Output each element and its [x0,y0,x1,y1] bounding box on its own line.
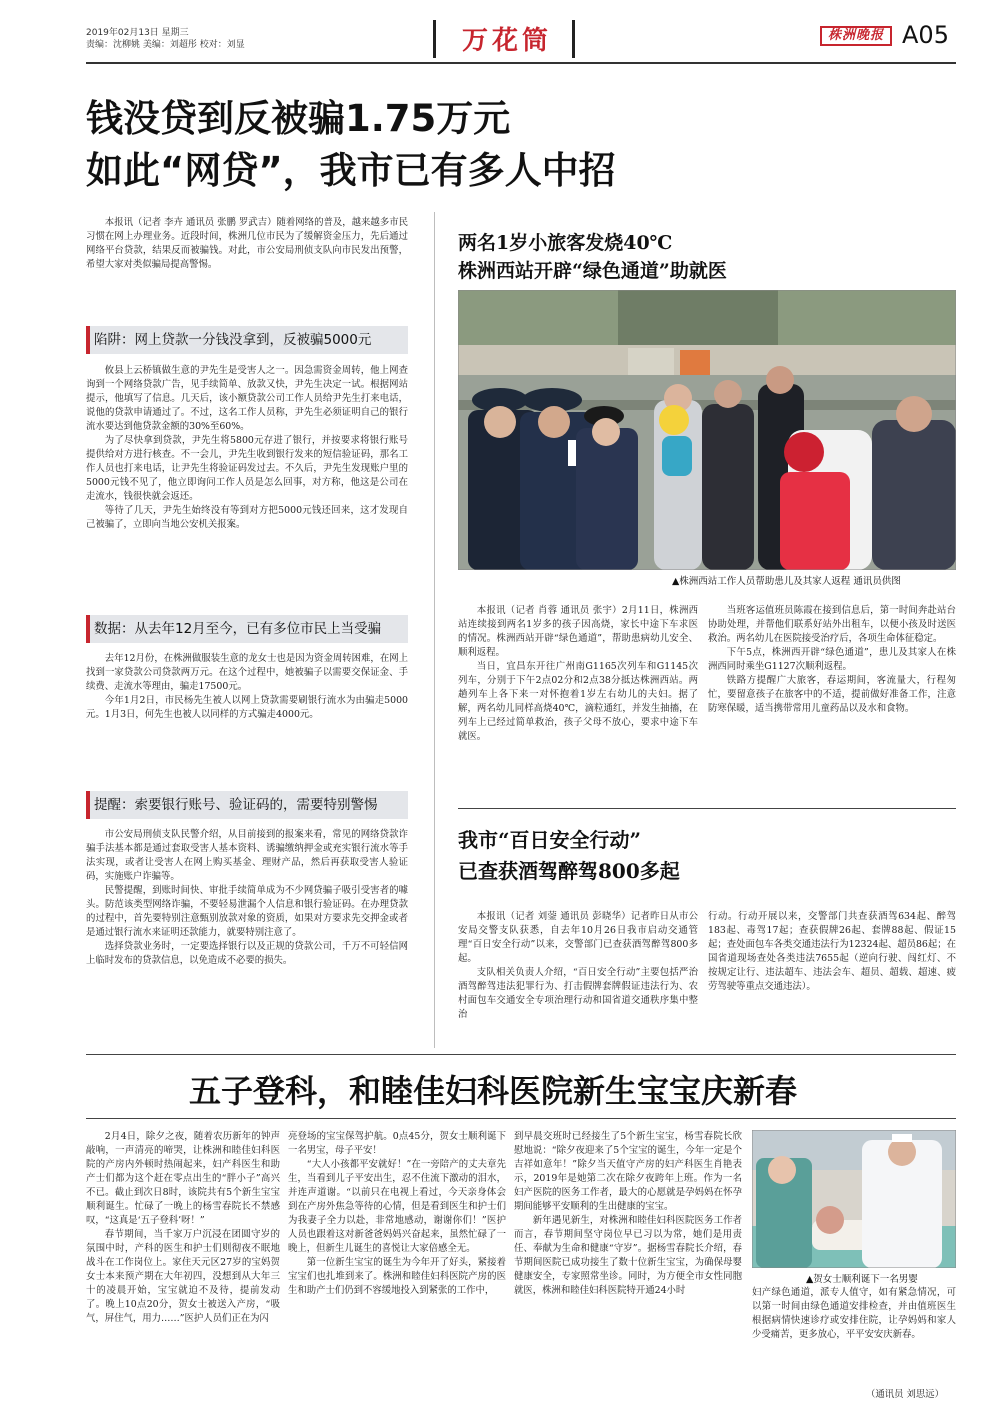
paragraph: 2月4日，除夕之夜，随着农历新年的钟声敲响，一声清亮的啼哭，让株洲和睦佳妇科医院的产房内外顿时热闹起来，妇产科医生和助产士们都为这个赶在零点出生的“胖小子”高兴不已。截止到次日8时，该院共有5个新生宝宝顺利诞生。忙碌了一晚上的杨雪春院长不禁感叹，“这真是‘五子登科’呀！” [86,1131,280,1226]
paragraph: 市公安局刑侦支队民警介绍，从目前接到的报案来看，常见的网络贷款诈骗手法基本都是通过套取受害人基本资料、诱骗缴纳押金或充实银行流水等手法实现，或者让受害人在网上购买基金、理财产品，然后再获取受害人验证码，实施账户诈骗等。 [86,829,408,882]
newspaper-logo: 株洲晚报 [820,26,892,46]
hospital-headline: 五子登科，和睦佳妇科医院新生宝宝庆新春 [188,1072,797,1110]
station-col-1 [458,604,698,744]
hospital-photo-caption: ▲贺女士顺利诞下一名男婴 [806,1274,918,1285]
section-divider [572,20,575,58]
hospital-col-4 [752,1286,956,1342]
paragraph: 本报讯（记者 肖蓉 通讯员 张宇）2月11日，株洲西站连续接到两名1岁多的孩子因高烧，家长中途下车求医的情况。株洲西站开辟“绿色通道”，帮助患病幼儿安全、顺利返程。 [458,605,698,658]
paragraph: 下午5点，株洲西开辟“绿色通道”，患儿及其家人在株洲西同时乘坐G1127次顺利返程。 [708,647,956,672]
paragraph: 妇产绿色通道，派专人值守，如有紧急情况，可以第一时间由绿色通道安排检查，并由值班医生根据病情快速诊疗或安排住院，让孕妈妈和家人少受痛苦，更多放心，平平安安庆新春。 [752,1287,956,1340]
hospital-col-2 [288,1130,506,1298]
section-rule [86,1118,956,1119]
lead-headline-1: 钱没贷到反被骗1.75万元 [86,97,511,140]
paragraph: 本报讯（记者 刘蓥 通讯员 彭晓华）记者昨日从市公安局交警支队获悉，自去年10月26日我市启动交通管理“百日安全行动”以来，交警部门已查获酒驾醉驾800多起。 [458,911,698,964]
section-rule [458,808,956,809]
paragraph: 当班客运值班员陈霞在接到信息后，第一时间奔赴站台协助处理，并帮他们联系好站外出租车，以便小孩及时送医救治。两名幼儿在医院接受治疗后，各项生命体征稳定。 [708,605,956,644]
masthead-rule [86,62,956,64]
paragraph: 第一位新生宝宝的诞生为今年开了好头，紧接着宝宝们也扎堆到来了。株洲和睦佳妇科医院产房的医生和助产士们仍到不容缓地投入到紧张的工作中， [288,1257,506,1296]
masthead [0,0,986,62]
paragraph: 选择贷款业务时，一定要选择银行以及正规的贷款公司，千万不可轻信网上临时发布的贷款信息，以免造成不必要的损失。 [86,941,408,966]
traffic-headline-1: 我市“百日安全行动” [458,828,642,852]
hospital-photo-illustration [752,1130,956,1268]
paragraph: 到早晨交班时已经接生了5个新生宝宝，杨雪春院长欣慰地说：“除夕夜迎来了5个宝宝的诞生，今年一定是个吉祥如意年！”除夕当天值守产房的妇产科医生肖艳表示，2019年是她第二次在除夕夜跨年上班。作为一名妇产医院的医务工作者，最大的心愿就是孕妈妈在怀孕期间能够平安顺利的生出健康的宝宝。 [514,1131,742,1212]
traffic-col-2 [708,910,956,994]
paragraph: 为了尽快拿到贷款，尹先生将5800元存进了银行，并按要求将银行账号提供给对方进行核查。不一会儿，尹先生收到银行发来的短信验证码，那名工作人员也打来电话，让尹先生将验证码发过去。不久后，尹先生发现账户里的5000元钱不见了，他立即询问工作人员是怎么回事，对方称，他这是公司在走流水，钱很快就会返还。 [86,435,408,502]
column-divider [434,212,435,1048]
hospital-col-3 [514,1130,742,1298]
lead-intro: 本报讯（记者 李卉 通讯员 张鹏 罗武吉）随着网络的普及，越来越多市民习惯在网上办理业务。近段时间，株洲几位市民为了缓解资金压力，先后通过网络平台贷款，结果反而被骗钱。对此，市公安局刑侦支队向市民发出预警，希望大家对类似骗局提高警惕。 [86,217,408,270]
paragraph: 攸县上云桥镇做生意的尹先生是受害人之一。因急需资金周转，他上网查询到一个网络贷款广告，见手续简单、放款又快，尹先生决定一试。根据网站提示，他填写了信息。几天后，该小额贷款公司工作人员给尹先生打来电话，说他的贷款申请通过了。不过，这名工作人员称，尹先生必须证明自己的银行流水要达到他贷款金额的30%至60%。 [86,365,408,432]
section-divider [433,20,436,58]
station-headline-1: 两名1岁小旅客发烧40℃ [458,232,673,254]
hospital-photo [752,1130,956,1268]
lead-section-1 [86,364,408,532]
page-number: A05 [902,21,949,49]
date-line: 2019年02月13日 星期三 [86,28,189,38]
station-photo-caption: ▲株洲西站工作人员帮助患儿及其家人返程 通讯员供图 [672,576,901,587]
lead-subhead-1: 陷阱：网上贷款一分钱没拿到，反被骗5000元 [86,326,408,354]
lead-section-2 [86,652,408,722]
paragraph: 今年1月2日，市民杨先生被人以网上贷款需要刷银行流水为由骗走5000元。1月3日，何先生也被人以同样的方式骗走4000元。 [86,695,408,720]
station-col-2 [708,604,956,716]
lead-section-3 [86,828,408,968]
paragraph: 铁路方提醒广大旅客，春运期间，客流量大，行程匆忙，要留意孩子在旅客中的不适，提前做好准备工作，注意防寒保暖，适当携带常用儿童药品以及水和食物。 [708,675,956,714]
section-rule [86,1054,956,1055]
lead-headline-2: 如此“网贷”，我市已有多人中招 [86,149,616,192]
traffic-headline-2: 已查获酒驾醉驾800多起 [458,859,680,883]
paragraph: 新年遇见新生，对株洲和睦佳妇科医院医务工作者而言，春节期间坚守岗位早已习以为常，她们是用责任、奉献为生命和健康“守岁”。据杨雪春院长介绍，春节期间医院已成功接生了数十位新生宝宝，为确保母婴健康安全，专家照常坐诊。同时，为方便全市女性同胞就医，株洲和睦佳妇科医院特开通24小时 [514,1215,742,1296]
section-name: 万花筒 [462,26,553,56]
paragraph: 等待了几天，尹先生始终没有等到对方把5000元钱还回来，这才发现自己被骗了，立即向当地公安机关报案。 [86,505,408,530]
paragraph: 亮登场的宝宝保驾护航。0点45分，贺女士顺利诞下一名男宝，母子平安！ [288,1131,506,1156]
station-photo-illustration [458,290,956,570]
station-photo [458,290,956,570]
lead-subhead-2: 数据：从去年12月至今，已有多位市民上当受骗 [86,615,408,643]
hospital-signoff: （通讯员 刘思远） [866,1389,944,1400]
paragraph: 去年12月份，在株洲做服装生意的龙女士也是因为资金周转困难，在网上找到一家贷款公司贷款两万元。在这个过程中，她被骗子以需要交保证金、手续费、走流水等理由，骗走17500元。 [86,653,408,692]
paragraph: 春节期间，当千家万户沉浸在团圆守岁的氛围中时，产科的医生和护士们则彻夜不眠地战斗在工作岗位上。家住天元区27岁的宝妈贺女士本来预产期在大年初四，没想到从大年三十的凌晨开始，宝宝就迫不及待，提前发动了。晚上10点20分，贺女士被送入产房，“吸气，屏住气，用力……”医护人员们正在为闪 [86,1229,280,1324]
paragraph: 行动。行动开展以来，交警部门共查获酒驾634起、醉驾183起、毒驾17起；查获假牌26起、套牌88起、假证15起；查处面包车各类交通违法行为12324起、超员86起；在国省道现场查处各类违法7655起（逆向行驶、闯红灯、不按规定让行、违法超车、违法会车、超员、超载、超速、疲劳驾驶等重点交通违法）。 [708,911,957,992]
paragraph: 支队相关负责人介绍，“百日安全行动”主要包括严治酒驾醉驾违法犯罪行为、打击假牌套牌假证违法行为、农村面包车交通安全专项治理行动和国省道交通秩序集中整治 [458,967,698,1020]
hospital-col-1 [86,1130,280,1326]
lead-subhead-3: 提醒：索要银行账号、验证码的，需要特别警惕 [86,791,408,819]
staff-line: 责编：沈柳姚 美编：刘超彤 校对：刘显 [86,40,245,50]
paragraph: “大人小孩都平安就好！”在一旁陪产的丈夫章先生，当看到儿子平安出生，忍不住流下激动的泪水，并连声道谢。“以前只在电视上看过，今天亲身体会到在产房外焦急等待的心情，但是看到医生和护士们为我妻子全力以赴，非常地感动，谢谢你们！”医护人员也跟着这对新爸爸妈妈兴奋起来，虽然忙碌了一晚上，但新生儿诞生的喜悦让大家倍感全无。 [288,1159,506,1254]
paragraph: 民警提醒，到账时间快、审批手续简单成为不少网贷骗子吸引受害者的噱头。防范该类型网络诈骗，不要轻易泄漏个人信息和银行验证码。在办理贷款的过程中，首先要特别注意甄别放款对象的资质，如果对方要求先交押金或者是通过银行流水来证明还款能力，就要特别注意了。 [86,885,408,938]
paragraph: 当日，宜昌东开往广州南G1165次列车和G1145次列车，分别于下午2点02分和2点38分抵达株洲西站。两趟列车上各下来一对怀抱着1岁左右幼儿的夫妇。据了解，两名幼儿同样高烧40℃，滴粒通红，并发生抽搐，在列车上已经过简单救治，孩子父母不放心，要求中途下车就医。 [458,661,698,742]
traffic-col-1 [458,910,698,1022]
station-headline-2: 株洲西站开辟“绿色通道”助就医 [458,260,727,282]
